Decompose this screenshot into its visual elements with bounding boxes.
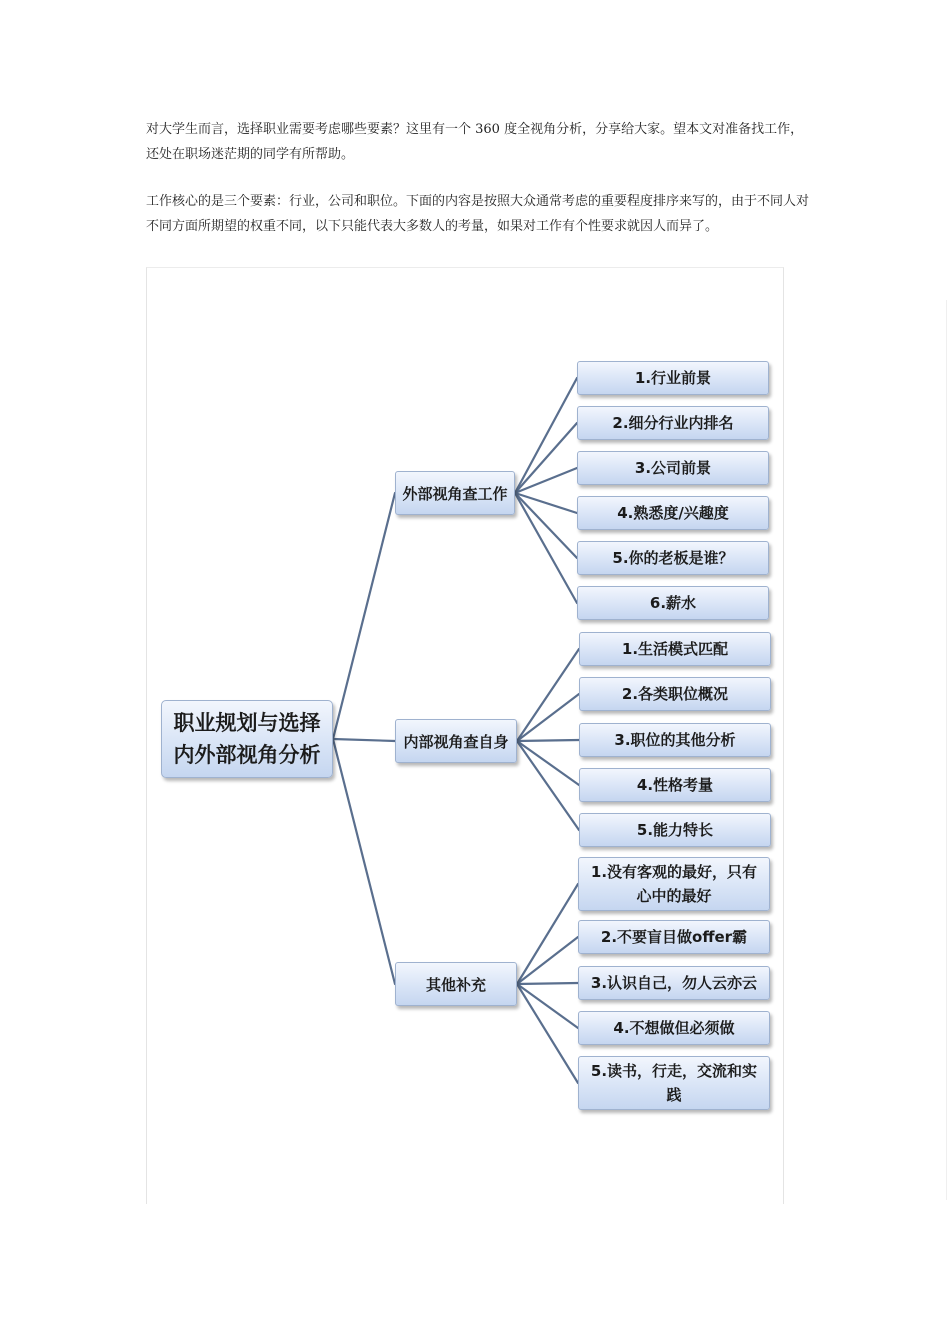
branch-node-other: 其他补充 <box>395 962 517 1006</box>
branch-to-leaf-connector <box>517 984 578 1028</box>
leaf-node: 3.职位的其他分析 <box>579 723 771 757</box>
branch-node-internal: 内部视角查自身 <box>395 719 517 763</box>
branch-to-leaf-connector <box>515 493 577 558</box>
branch-to-leaf-connector <box>517 740 579 741</box>
branch-to-leaf-connector <box>515 378 577 493</box>
root-to-branch-connector <box>333 739 395 741</box>
branch-to-leaf-connector <box>515 468 577 493</box>
branch-to-leaf-connector <box>515 493 577 513</box>
page-edge-line <box>946 300 947 1200</box>
branch-to-leaf-connector <box>517 937 578 984</box>
leaf-node: 3.公司前景 <box>577 451 769 485</box>
branch-to-leaf-connector <box>517 984 578 1083</box>
branch-node-external: 外部视角查工作 <box>395 471 515 515</box>
leaf-node: 2.细分行业内排名 <box>577 406 769 440</box>
leaf-node: 1.生活模式匹配 <box>579 632 771 666</box>
branch-to-leaf-connector <box>515 423 577 493</box>
root-to-branch-connector <box>333 739 395 984</box>
mind-map-figure <box>146 267 784 1204</box>
leaf-node: 2.不要盲目做offer霸 <box>578 920 770 954</box>
leaf-node: 2.各类职位概况 <box>579 677 771 711</box>
leaf-node: 3.认识自己，勿人云亦云 <box>578 966 770 1000</box>
leaf-node: 1.没有客观的最好，只有心中的最好 <box>578 857 770 911</box>
root-node: 职业规划与选择内外部视角分析 <box>161 700 333 778</box>
branch-to-leaf-connector <box>517 884 578 984</box>
leaf-node: 5.读书，行走，交流和实践 <box>578 1056 770 1110</box>
leaf-node: 6.薪水 <box>577 586 769 620</box>
leaf-node: 4.不想做但必须做 <box>578 1011 770 1045</box>
root-to-branch-connector <box>333 493 395 739</box>
branch-to-leaf-connector <box>517 741 579 785</box>
intro-paragraph-2: 工作核心的是三个要素：行业，公司和职位。下面的内容是按照大众通常考虑的重要程度排序来写的，由于不同人对不同方面所期望的权重不同，以下只能代表大多数人的考量，如果对工作有个性要求就因人而异了。 <box>146 194 810 234</box>
branch-to-leaf-connector <box>517 741 579 830</box>
leaf-node: 5.你的老板是谁？ <box>577 541 769 575</box>
intro-paragraph-1: 对大学生而言，选择职业需要考虑哪些要素？这里有一个 360 度全视角分析，分享给大家。望本文对准备找工作，还处在职场迷茫期的同学有所帮助。 <box>146 122 804 162</box>
branch-to-leaf-connector <box>517 649 579 741</box>
leaf-node: 1.行业前景 <box>577 361 769 395</box>
branch-to-leaf-connector <box>515 493 577 603</box>
branch-to-leaf-connector <box>517 983 578 984</box>
leaf-node: 5.能力特长 <box>579 813 771 847</box>
leaf-node: 4.性格考量 <box>579 768 771 802</box>
branch-to-leaf-connector <box>517 694 579 741</box>
leaf-node: 4.熟悉度/兴趣度 <box>577 496 769 530</box>
